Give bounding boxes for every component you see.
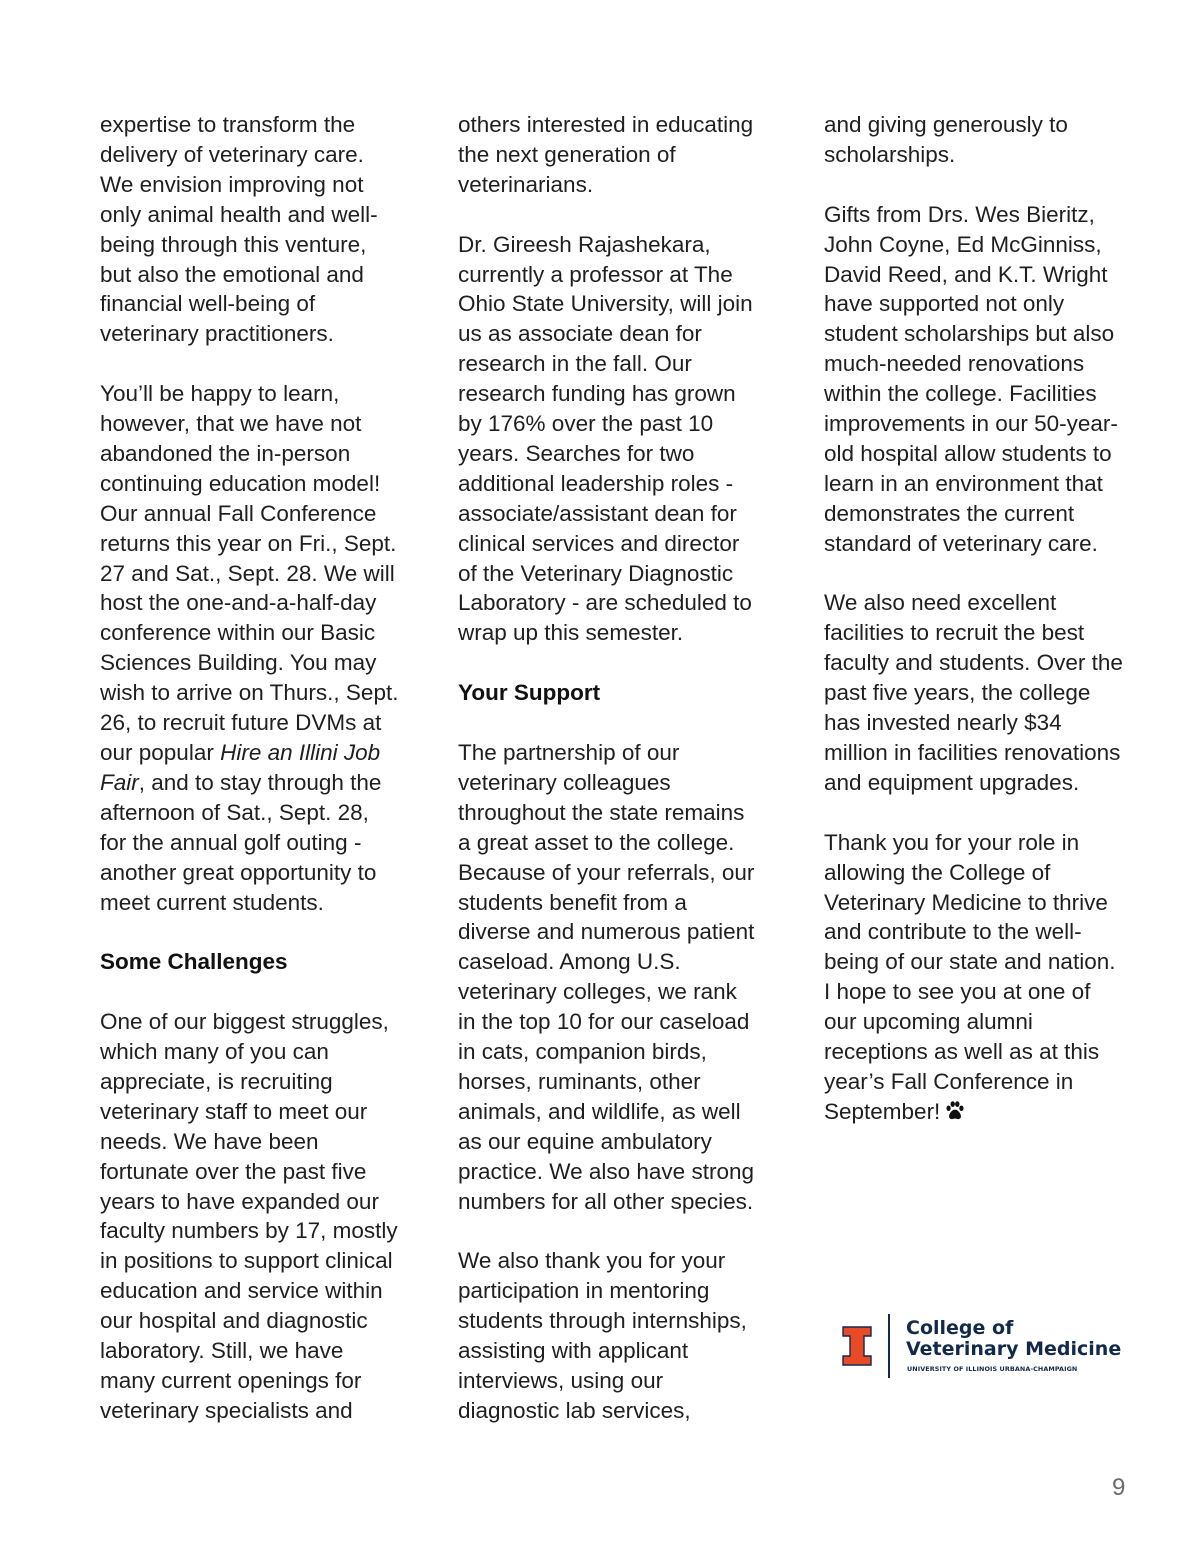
paragraph-text: Thank you for your role in allowing the College of Veterinary Medicine to thrive and contribute to the well-being of our state and nation. I hope to see you at one of our upcoming alumni receptions as well as at this year’s Fall Conference in September!: [824, 829, 1116, 1124]
logo-subtitle: UNIVERSITY OF ILLINOIS URBANA-CHAMPAIGN: [907, 1365, 1078, 1373]
section-heading: Your Support: [458, 680, 601, 706]
paragraph: We also need excellent facilities to recruit the best faculty and students. Over the past five years, the college has invested nearly $34 million in facilities renovations and equipment upgrades.: [824, 590, 1123, 795]
column-1: [100, 110, 400, 1456]
logo-title-line1: College of: [906, 1317, 1014, 1339]
page-number: 9: [1112, 1474, 1126, 1501]
paragraph: One of our biggest struggles, which many of you can appreciate, is recruiting veterinary staff to meet our needs. We have been fortunate over the past five years to have expanded our faculty numbers by 17, mostly in positions to support clinical education and service within our hospital and diagnostic laboratory. Still, we have many current openings for veterinary specialists and: [100, 1009, 398, 1423]
paragraph-text: , and to stay through the afternoon of Sat., Sept. 28, for the annual golf outing - another great opportunity to meet current students.: [100, 769, 382, 915]
paragraph: others interested in educating the next generation of veterinarians.: [458, 112, 754, 197]
paragraph: The partnership of our veterinary colleagues throughout the state remains a great asset to the college. Because of your referrals, our students benefit from a diverse and numerous patient caseload. Among U.S. veterinary colleges, we rank in the top 10 for our caseload in cats, companion birds, horses, ruminants, other animals, and wildlife, as well as our equine ambulatory practice. We also have strong numbers for all other species.: [458, 739, 755, 1214]
column-3: [824, 110, 1124, 1160]
paragraph: [824, 828, 1124, 1130]
paragraph: and giving generously to scholarships.: [824, 112, 1068, 167]
paragraph: [100, 379, 400, 917]
paragraph: Gifts from Drs. Wes Bieritz, John Coyne, Ed McGinniss, David Reed, and K.T. Wright have supported not only student scholarships but also much-needed renovations within the college. Facilities improvements in our 50-year-old hospital allow students to learn in an environment that demonstrates the current standard of veterinary care.: [824, 201, 1118, 556]
logo-divider: [888, 1314, 890, 1378]
paragraph: Dr. Gireesh Rajashekara, currently a professor at The Ohio State University, will join us as associate dean for research in the fall. Our research funding has grown by 176% over the past 10 years. Searches for two additional leadership roles - associate/assistant dean for clinical services and director of the Veterinary Diagnostic Laboratory - are scheduled to wrap up this semester.: [458, 231, 753, 646]
block-i-logo-icon: [842, 1326, 872, 1371]
job-fair-name: Hire an Illini Job Fair: [100, 740, 381, 795]
logo-title-line2: Veterinary Medicine: [906, 1338, 1122, 1360]
paragraph-text: You’ll be happy to learn, however, that we have not abandoned the in-person continuing education model! Our annual Fall Conference returns this year on Fri., Sept. 27 and Sat., Sept. 28. We will host the one-and-a-half-day conference within our Basic Sciences Building. You may wish to arrive on Thurs., Sept. 26, to recruit future DVMs at our popular: [100, 381, 399, 766]
paragraph: expertise to transform the delivery of veterinary care. We envision improving not only animal health and well-being through this venture, but also the emotional and financial well-being of veterinary practitioners.: [100, 112, 378, 347]
section-heading: Some Challenges: [100, 949, 288, 975]
paragraph: We also thank you for your participation in mentoring students through internships, assisting with applicant interviews, using our diagnostic lab services,: [458, 1248, 747, 1423]
college-logo: [842, 1314, 1122, 1384]
paw-print-icon: [944, 1100, 966, 1130]
column-2: [458, 110, 758, 1456]
